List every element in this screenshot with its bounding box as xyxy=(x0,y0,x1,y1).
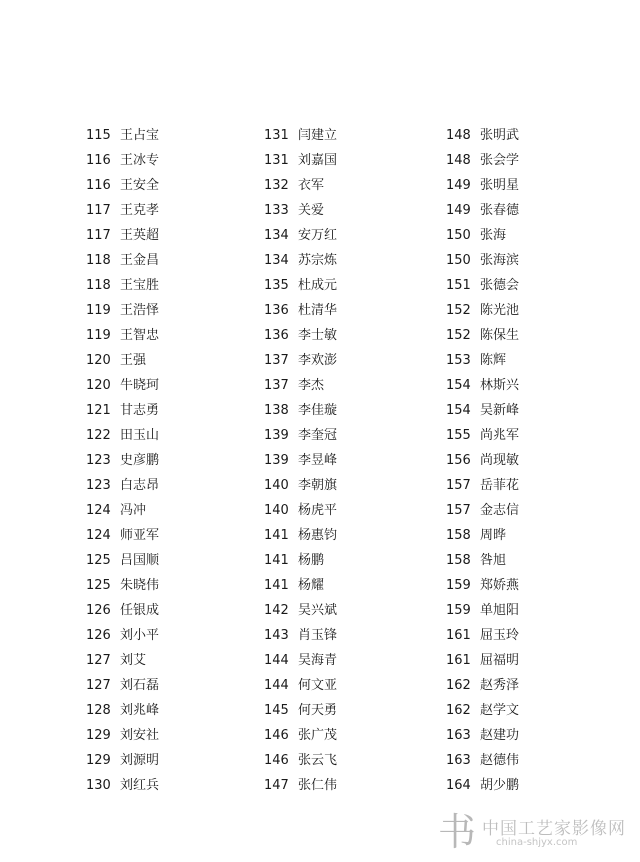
entry-number: 134 xyxy=(264,253,289,268)
entry-name: 王浩怿 xyxy=(120,303,160,318)
watermark-seal-icon: 书 xyxy=(437,810,476,854)
entry-name: 岳菲花 xyxy=(480,478,520,493)
entry-name: 陈辉 xyxy=(480,353,507,368)
name-entry xyxy=(86,551,159,576)
entry-name: 王智忠 xyxy=(120,328,160,343)
entry-number: 131 xyxy=(264,128,289,143)
name-entry xyxy=(86,276,159,301)
name-entry xyxy=(446,151,519,176)
name-entry xyxy=(264,351,337,376)
name-entry xyxy=(446,726,519,751)
entry-number: 120 xyxy=(86,353,111,368)
entry-number: 141 xyxy=(264,553,289,568)
entry-number: 123 xyxy=(86,453,111,468)
entry-number: 116 xyxy=(86,153,111,168)
name-entry xyxy=(86,426,159,451)
name-entry xyxy=(446,701,519,726)
entry-name: 张云飞 xyxy=(298,753,338,768)
name-entry xyxy=(446,651,519,676)
entry-number: 117 xyxy=(86,228,111,243)
name-entry xyxy=(264,501,337,526)
name-entry xyxy=(446,526,519,551)
entry-name: 李欢澎 xyxy=(298,353,338,368)
name-entry xyxy=(264,451,337,476)
name-entry xyxy=(86,601,159,626)
entry-name: 张海滨 xyxy=(480,253,520,268)
name-entry xyxy=(86,776,159,801)
name-entry xyxy=(446,276,519,301)
entry-name: 王安全 xyxy=(120,178,160,193)
name-entry xyxy=(446,226,519,251)
name-entry xyxy=(446,126,519,151)
name-entry xyxy=(264,151,337,176)
entry-number: 137 xyxy=(264,378,289,393)
entry-name: 李奎冠 xyxy=(298,428,338,443)
name-entry xyxy=(264,176,337,201)
entry-number: 159 xyxy=(446,578,471,593)
entry-name: 陈保生 xyxy=(480,328,520,343)
entry-name: 李昱峰 xyxy=(298,453,338,468)
watermark-site-url: china-shjyx.com xyxy=(496,837,578,848)
name-entry xyxy=(264,426,337,451)
entry-number: 140 xyxy=(264,478,289,493)
name-entry xyxy=(264,201,337,226)
name-entry xyxy=(86,376,159,401)
name-entry xyxy=(86,401,159,426)
name-entry xyxy=(86,701,159,726)
entry-name: 李士敏 xyxy=(298,328,338,343)
entry-name: 胡少鹏 xyxy=(480,778,520,793)
entry-number: 157 xyxy=(446,503,471,518)
name-entry xyxy=(264,526,337,551)
entry-number: 150 xyxy=(446,253,471,268)
entry-name: 尚现敏 xyxy=(480,453,520,468)
entry-name: 杨虎平 xyxy=(298,503,338,518)
entry-number: 142 xyxy=(264,603,289,618)
name-entry xyxy=(86,326,159,351)
watermark-site-name: 中国工艺家影像网 xyxy=(482,819,626,839)
name-entry xyxy=(264,576,337,601)
entry-number: 138 xyxy=(264,403,289,418)
entry-number: 162 xyxy=(446,703,471,718)
name-entry xyxy=(264,476,337,501)
entry-name: 王占宝 xyxy=(120,128,160,143)
name-column-2 xyxy=(264,126,337,801)
entry-number: 139 xyxy=(264,453,289,468)
entry-number: 126 xyxy=(86,628,111,643)
name-entry xyxy=(446,626,519,651)
entry-number: 147 xyxy=(264,778,289,793)
name-entry xyxy=(86,226,159,251)
name-entry xyxy=(86,751,159,776)
entry-name: 刘艾 xyxy=(120,653,147,668)
entry-number: 120 xyxy=(86,378,111,393)
entry-name: 赵德伟 xyxy=(480,753,520,768)
entry-number: 139 xyxy=(264,428,289,443)
entry-name: 刘红兵 xyxy=(120,778,160,793)
entry-number: 158 xyxy=(446,553,471,568)
entry-number: 146 xyxy=(264,728,289,743)
name-entry xyxy=(446,426,519,451)
entry-name: 陈光池 xyxy=(480,303,520,318)
entry-number: 146 xyxy=(264,753,289,768)
entry-number: 161 xyxy=(446,628,471,643)
entry-name: 刘兆峰 xyxy=(120,703,160,718)
name-entry xyxy=(86,726,159,751)
entry-name: 张明星 xyxy=(480,178,520,193)
name-entry xyxy=(446,501,519,526)
name-entry xyxy=(86,626,159,651)
entry-number: 132 xyxy=(264,178,289,193)
entry-number: 143 xyxy=(264,628,289,643)
entry-name: 郑娇燕 xyxy=(480,578,520,593)
entry-number: 129 xyxy=(86,728,111,743)
name-entry xyxy=(446,401,519,426)
name-entry xyxy=(446,301,519,326)
entry-name: 张仁伟 xyxy=(298,778,338,793)
entry-number: 163 xyxy=(446,728,471,743)
entry-number: 125 xyxy=(86,553,111,568)
entry-name: 张广茂 xyxy=(298,728,338,743)
entry-number: 124 xyxy=(86,503,111,518)
entry-name: 王强 xyxy=(120,353,147,368)
name-entry xyxy=(264,126,337,151)
entry-name: 田玉山 xyxy=(120,428,160,443)
entry-name: 吴海青 xyxy=(298,653,338,668)
entry-number: 135 xyxy=(264,278,289,293)
entry-number: 158 xyxy=(446,528,471,543)
name-entry xyxy=(264,626,337,651)
entry-number: 164 xyxy=(446,778,471,793)
entry-name: 何文亚 xyxy=(298,678,338,693)
name-entry xyxy=(446,251,519,276)
entry-number: 144 xyxy=(264,678,289,693)
name-entry xyxy=(86,501,159,526)
entry-number: 155 xyxy=(446,428,471,443)
entry-name: 冯冲 xyxy=(120,503,147,518)
entry-name: 刘安社 xyxy=(120,728,160,743)
name-entry xyxy=(446,351,519,376)
name-entry xyxy=(86,676,159,701)
entry-number: 162 xyxy=(446,678,471,693)
entry-name: 王英超 xyxy=(120,228,160,243)
entry-name: 张明武 xyxy=(480,128,520,143)
entry-number: 136 xyxy=(264,303,289,318)
entry-number: 149 xyxy=(446,203,471,218)
name-entry xyxy=(264,651,337,676)
entry-number: 133 xyxy=(264,203,289,218)
entry-number: 122 xyxy=(86,428,111,443)
entry-name: 张会学 xyxy=(480,153,520,168)
watermark xyxy=(436,810,632,856)
entry-name: 衣军 xyxy=(298,178,325,193)
entry-number: 134 xyxy=(264,228,289,243)
entry-number: 136 xyxy=(264,328,289,343)
entry-number: 137 xyxy=(264,353,289,368)
entry-number: 117 xyxy=(86,203,111,218)
entry-name: 肖玉锋 xyxy=(298,628,338,643)
entry-name: 安万红 xyxy=(298,228,338,243)
entry-number: 156 xyxy=(446,453,471,468)
name-entry xyxy=(86,126,159,151)
name-entry xyxy=(446,751,519,776)
entry-number: 149 xyxy=(446,178,471,193)
entry-name: 吴兴斌 xyxy=(298,603,338,618)
entry-name: 杜成元 xyxy=(298,278,338,293)
entry-name: 屈玉玲 xyxy=(480,628,520,643)
entry-number: 127 xyxy=(86,678,111,693)
name-entry xyxy=(86,176,159,201)
entry-number: 150 xyxy=(446,228,471,243)
name-entry xyxy=(446,551,519,576)
name-entry xyxy=(446,451,519,476)
name-entry xyxy=(446,201,519,226)
entry-number: 161 xyxy=(446,653,471,668)
entry-name: 关爱 xyxy=(298,203,325,218)
name-entry xyxy=(264,601,337,626)
entry-number: 118 xyxy=(86,253,111,268)
entry-number: 154 xyxy=(446,403,471,418)
name-column-3 xyxy=(446,126,519,801)
entry-number: 130 xyxy=(86,778,111,793)
entry-number: 124 xyxy=(86,528,111,543)
name-entry xyxy=(264,751,337,776)
name-entry xyxy=(446,676,519,701)
entry-name: 牛晓珂 xyxy=(120,378,160,393)
name-entry xyxy=(86,201,159,226)
entry-number: 119 xyxy=(86,303,111,318)
entry-name: 李朝旗 xyxy=(298,478,338,493)
name-entry xyxy=(264,551,337,576)
entry-name: 金志信 xyxy=(480,503,520,518)
entry-number: 153 xyxy=(446,353,471,368)
entry-name: 张春德 xyxy=(480,203,520,218)
entry-number: 148 xyxy=(446,153,471,168)
name-entry xyxy=(446,376,519,401)
entry-name: 刘嘉国 xyxy=(298,153,338,168)
name-entry xyxy=(86,651,159,676)
entry-number: 121 xyxy=(86,403,111,418)
name-entry xyxy=(446,476,519,501)
entry-name: 杨耀 xyxy=(298,578,325,593)
entry-name: 杨惠钧 xyxy=(298,528,338,543)
entry-name: 周晔 xyxy=(480,528,507,543)
entry-name: 刘石磊 xyxy=(120,678,160,693)
entry-number: 145 xyxy=(264,703,289,718)
entry-number: 141 xyxy=(264,578,289,593)
entry-name: 朱晓伟 xyxy=(120,578,160,593)
entry-number: 144 xyxy=(264,653,289,668)
entry-name: 王克孝 xyxy=(120,203,160,218)
name-entry xyxy=(446,776,519,801)
entry-name: 杨鹏 xyxy=(298,553,325,568)
entry-name: 单旭阳 xyxy=(480,603,520,618)
entry-number: 119 xyxy=(86,328,111,343)
entry-number: 152 xyxy=(446,303,471,318)
entry-name: 赵建功 xyxy=(480,728,520,743)
name-entry xyxy=(86,351,159,376)
entry-name: 李佳璇 xyxy=(298,403,338,418)
entry-number: 127 xyxy=(86,653,111,668)
name-entry xyxy=(86,476,159,501)
name-entry xyxy=(264,701,337,726)
entry-number: 123 xyxy=(86,478,111,493)
name-entry xyxy=(446,576,519,601)
entry-name: 刘小平 xyxy=(120,628,160,643)
entry-number: 129 xyxy=(86,753,111,768)
entry-name: 李杰 xyxy=(298,378,325,393)
entry-name: 苏宗炼 xyxy=(298,253,338,268)
entry-number: 157 xyxy=(446,478,471,493)
name-entry xyxy=(86,451,159,476)
name-entry xyxy=(264,301,337,326)
entry-name: 吴新峰 xyxy=(480,403,520,418)
name-entry xyxy=(446,176,519,201)
entry-name: 任银成 xyxy=(120,603,160,618)
name-entry xyxy=(264,376,337,401)
entry-name: 林斯兴 xyxy=(480,378,520,393)
entry-name: 王金昌 xyxy=(120,253,160,268)
entry-name: 闫建立 xyxy=(298,128,338,143)
name-entry xyxy=(446,326,519,351)
entry-number: 115 xyxy=(86,128,111,143)
entry-number: 125 xyxy=(86,578,111,593)
entry-number: 152 xyxy=(446,328,471,343)
name-entry xyxy=(264,326,337,351)
entry-number: 154 xyxy=(446,378,471,393)
name-entry xyxy=(264,251,337,276)
name-entry xyxy=(86,151,159,176)
entry-number: 148 xyxy=(446,128,471,143)
name-entry xyxy=(86,251,159,276)
entry-name: 白志昂 xyxy=(120,478,160,493)
entry-name: 赵秀泽 xyxy=(480,678,520,693)
entry-number: 131 xyxy=(264,153,289,168)
entry-number: 159 xyxy=(446,603,471,618)
name-entry xyxy=(264,276,337,301)
entry-name: 史彦鹏 xyxy=(120,453,160,468)
entry-name: 赵学文 xyxy=(480,703,520,718)
entry-name: 咎旭 xyxy=(480,553,507,568)
entry-name: 何天勇 xyxy=(298,703,338,718)
name-entry xyxy=(264,226,337,251)
entry-name: 王宝胜 xyxy=(120,278,160,293)
entry-name: 张海 xyxy=(480,228,507,243)
entry-number: 163 xyxy=(446,753,471,768)
entry-name: 屈福明 xyxy=(480,653,520,668)
entry-number: 140 xyxy=(264,503,289,518)
name-entry xyxy=(86,576,159,601)
entry-name: 师亚军 xyxy=(120,528,160,543)
name-entry xyxy=(264,776,337,801)
entry-number: 118 xyxy=(86,278,111,293)
entry-name: 王冰专 xyxy=(120,153,160,168)
entry-name: 甘志勇 xyxy=(120,403,160,418)
name-column-1 xyxy=(86,126,159,801)
name-entry xyxy=(264,401,337,426)
entry-number: 126 xyxy=(86,603,111,618)
name-entry xyxy=(264,676,337,701)
entry-name: 吕国顺 xyxy=(120,553,160,568)
name-entry xyxy=(86,526,159,551)
entry-name: 尚兆军 xyxy=(480,428,520,443)
name-entry xyxy=(264,726,337,751)
name-entry xyxy=(446,601,519,626)
entry-name: 刘源明 xyxy=(120,753,160,768)
entry-number: 128 xyxy=(86,703,111,718)
entry-name: 张德会 xyxy=(480,278,520,293)
entry-name: 杜清华 xyxy=(298,303,338,318)
entry-number: 116 xyxy=(86,178,111,193)
entry-number: 141 xyxy=(264,528,289,543)
entry-number: 151 xyxy=(446,278,471,293)
name-entry xyxy=(86,301,159,326)
